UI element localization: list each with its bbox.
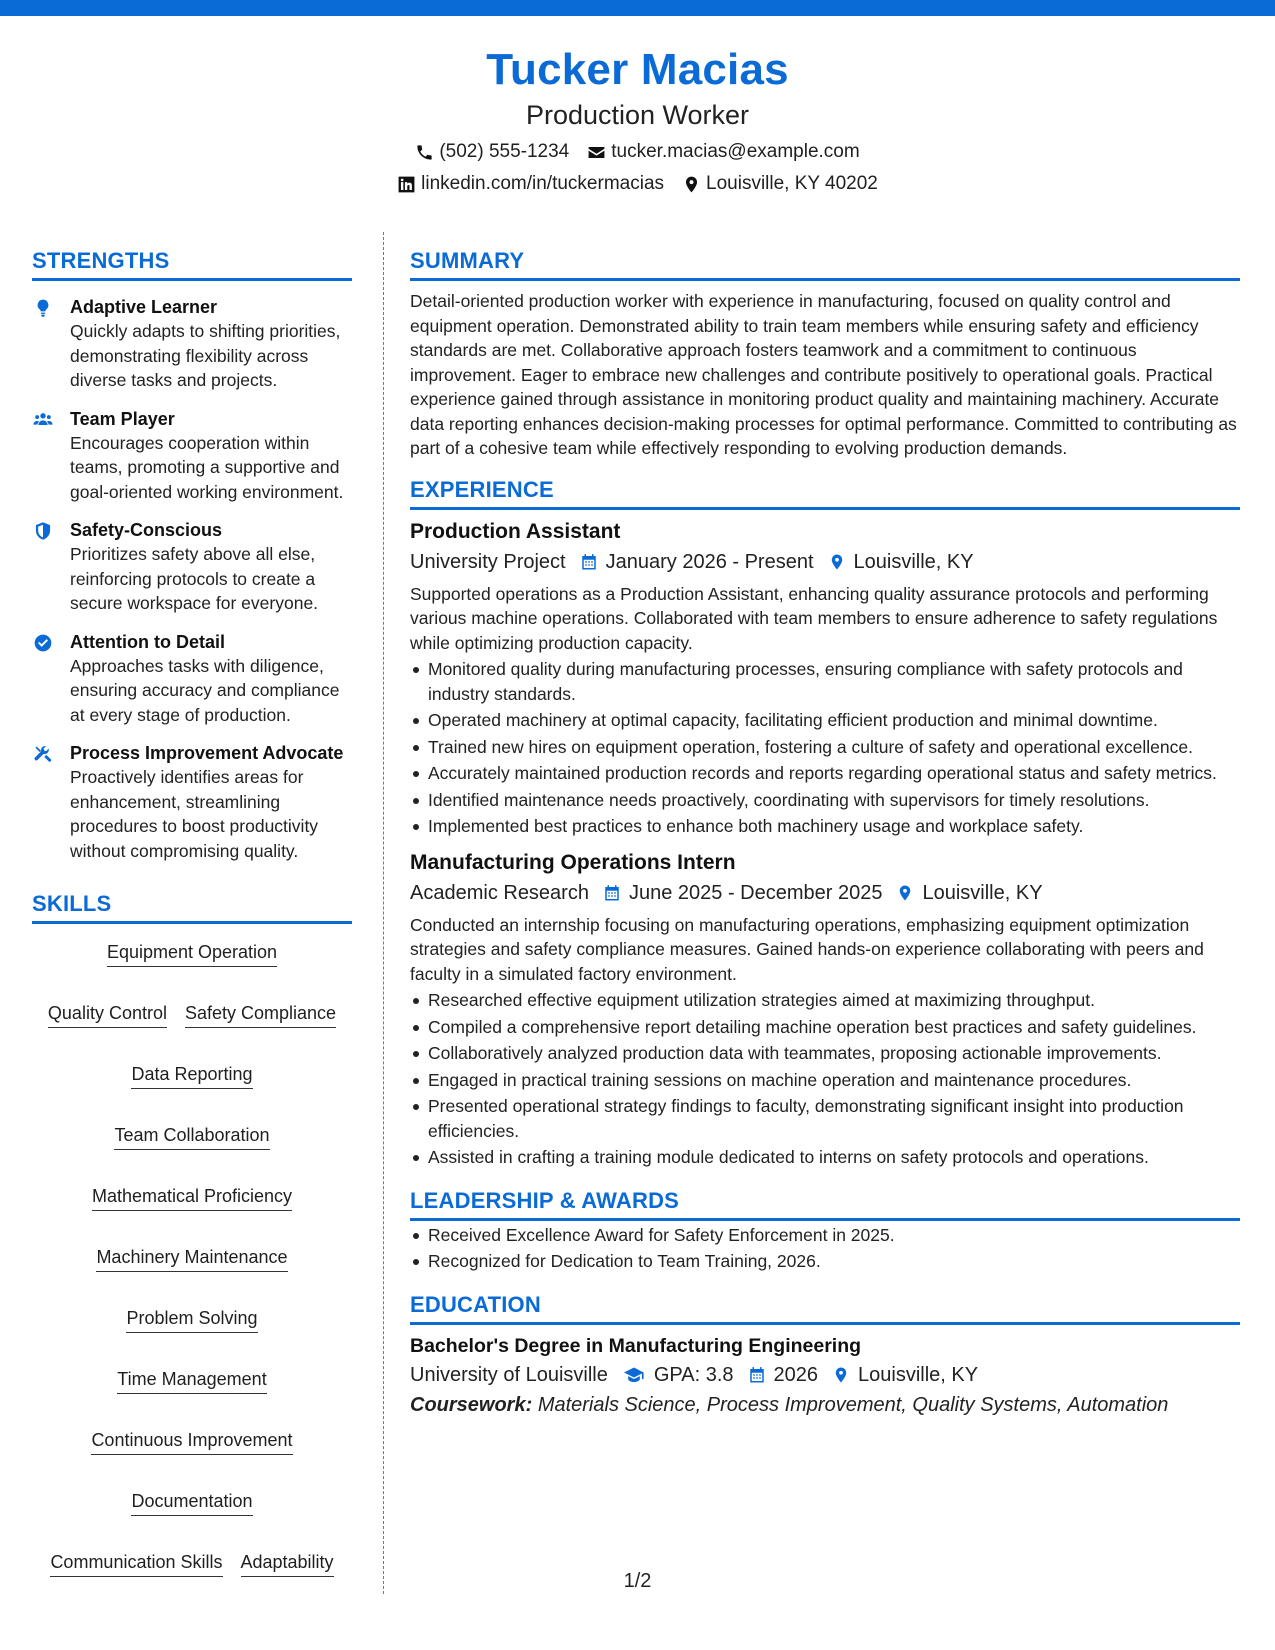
phone-text: (502) 555-1234: [439, 141, 570, 162]
calendar-icon: [603, 883, 621, 903]
strength-title: Safety-Conscious: [70, 520, 223, 540]
users-icon: [32, 410, 54, 430]
list-item: Researched effective equipment utilization strategies aimed at maximizing throughput.: [410, 988, 1240, 1013]
top-accent-bar: [0, 0, 1275, 16]
leadership-heading: LEADERSHIP & AWARDS: [410, 1186, 1240, 1221]
linkedin-icon: [397, 175, 416, 194]
strength-item: [32, 295, 352, 393]
strength-item: [32, 407, 352, 505]
map-pin-icon: [896, 883, 914, 903]
job-bullets: [410, 657, 1240, 839]
job-description: Supported operations as a Production Assistant, enhancing quality assurance protocols and performing various machine operations. Collaborated with team members to ensure adherence to safety regulations while optimizing production capacity.: [410, 583, 1218, 653]
degree-title: Bachelor's Degree in Manufacturing Engineering: [410, 1334, 862, 1357]
phone-icon: [415, 143, 434, 162]
contact-phone: [415, 140, 569, 164]
graduation-cap-icon: [622, 1365, 646, 1385]
contact-linkedin[interactable]: [397, 172, 664, 196]
strength-desc: Encourages cooperation within teams, promoting a supportive and goal-oriented working environment.: [70, 432, 344, 502]
list-item: Presented operational strategy findings to faculty, demonstrating significant insight into production efficiencies.: [410, 1094, 1240, 1143]
list-item: Identified maintenance needs proactively, coordinating with supervisors for timely resolutions.: [410, 788, 1240, 813]
resume-header: [0, 44, 1275, 196]
list-item: Recognized for Dedication to Team Training, 2026.: [410, 1249, 1240, 1274]
contact-row-2: [0, 172, 1275, 196]
coursework-list: Materials Science, Process Improvement, Quality Systems, Automation: [537, 1393, 1169, 1416]
strength-item: [32, 630, 352, 728]
job-org: Academic Research: [410, 881, 589, 904]
job-location: Louisville, KY: [922, 881, 1043, 904]
job-entry: [410, 518, 1240, 839]
graduation-year: 2026: [773, 1363, 819, 1386]
gpa-text: GPA: 3.8: [653, 1363, 734, 1386]
list-item: Compiled a comprehensive report detailing machine operation best practices and safety guidelines.: [410, 1015, 1240, 1040]
page-number: 1/2: [623, 1570, 652, 1592]
school-name: University of Louisville: [410, 1363, 608, 1386]
skill-tag: Equipment Operation: [107, 940, 277, 967]
skill-tag: Time Management: [117, 1367, 266, 1394]
contact-location: [682, 172, 878, 196]
check-circle-icon: [32, 633, 54, 653]
map-pin-icon: [682, 175, 701, 194]
left-column: [32, 246, 352, 1577]
skill-tag: Communication Skills: [50, 1550, 222, 1577]
coursework: [410, 1391, 1240, 1419]
map-pin-icon: [832, 1365, 850, 1385]
linkedin-text[interactable]: linkedin.com/in/tuckermacias: [421, 173, 665, 194]
calendar-icon: [580, 552, 598, 572]
strength-title: Adaptive Learner: [70, 297, 218, 317]
location-text: Louisville, KY 40202: [706, 173, 878, 194]
skill-tag: Team Collaboration: [114, 1123, 269, 1150]
skill-tag: Problem Solving: [126, 1306, 257, 1333]
job-title: Manufacturing Operations Intern: [410, 850, 736, 874]
strength-title: Attention to Detail: [70, 631, 225, 652]
coursework-label: Coursework:: [410, 1393, 533, 1416]
summary-text: Detail-oriented production worker with experience in manufacturing, focused on quality control and equipment operation. Demonstrated ability to train team members while ensuring safety and efficiency standards are met. Collaborative approach fosters teamwork and a commitment to continuous improvement. Eager to embrace new challenges and contribute positively to operational goals. Practical experience gained through assistance in monitoring product quality and maintaining machinery. Accurate data reporting enhances decision-making processes for optimal performance. Committed to contributing as part of a cohesive team while effectively responding to evolving production demands.: [410, 291, 1237, 458]
skills-heading: SKILLS: [32, 889, 352, 924]
column-divider: [383, 232, 384, 1594]
strength-item: [32, 741, 352, 863]
strength-desc: Quickly adapts to shifting priorities, demonstrating flexibility across diverse tasks and projects.: [70, 321, 341, 390]
skill-tag: Data Reporting: [131, 1062, 252, 1089]
leadership-list: [410, 1223, 1240, 1274]
job-org: University Project: [410, 550, 566, 573]
job-bullets: [410, 988, 1240, 1170]
right-column: [410, 246, 1240, 1419]
strengths-heading: STRENGTHS: [32, 246, 352, 281]
job-entry: [410, 849, 1240, 1170]
skill-tag: Quality Control: [48, 1001, 167, 1028]
tools-icon: [32, 744, 54, 764]
job-location: Louisville, KY: [853, 550, 974, 573]
education-heading: EDUCATION: [410, 1290, 1240, 1325]
list-item: Monitored quality during manufacturing processes, ensuring compliance with safety protocols and industry standards.: [410, 657, 1240, 706]
job-title: Production Assistant: [410, 519, 621, 543]
list-item: Operated machinery at optimal capacity, facilitating efficient production and minimal downtime.: [410, 708, 1240, 733]
skill-tag: Safety Compliance: [185, 1001, 336, 1028]
shield-icon: [32, 521, 54, 541]
summary-heading: SUMMARY: [410, 246, 1240, 281]
strength-desc: Prioritizes safety above all else, reinforcing protocols to create a secure workspace for everyone.: [70, 544, 319, 613]
envelope-icon: [587, 143, 606, 162]
map-pin-icon: [828, 552, 846, 572]
list-item: Engaged in practical training sessions on machine operation and maintenance procedures.: [410, 1068, 1240, 1093]
skill-tag: Continuous Improvement: [91, 1428, 292, 1455]
list-item: Received Excellence Award for Safety Enforcement in 2025.: [410, 1223, 1240, 1248]
strength-desc: Approaches tasks with diligence, ensuring accuracy and compliance at every stage of production.: [70, 655, 340, 725]
job-meta: [410, 548, 1240, 576]
strength-title: Process Improvement Advocate: [70, 743, 344, 763]
list-item: Assisted in crafting a training module dedicated to interns on safety protocols and operations.: [410, 1145, 1240, 1170]
list-item: Trained new hires on equipment operation, fostering a culture of safety and operational excellence.: [410, 735, 1240, 760]
skill-tag: Machinery Maintenance: [96, 1245, 287, 1272]
skill-tag: Documentation: [131, 1489, 252, 1516]
skill-tag: Mathematical Proficiency: [92, 1184, 292, 1211]
strength-item: [32, 518, 352, 616]
school-location: Louisville, KY: [858, 1363, 979, 1386]
experience-heading: EXPERIENCE: [410, 475, 1240, 510]
contact-email[interactable]: [587, 140, 859, 164]
list-item: Accurately maintained production records and reports regarding operational status and safety metrics.: [410, 761, 1240, 786]
contact-row: [0, 140, 1275, 164]
job-meta: [410, 879, 1240, 907]
skill-tag: Adaptability: [241, 1550, 334, 1577]
skills-list: [32, 940, 352, 1577]
strength-title: Team Player: [70, 408, 175, 429]
job-dates: January 2026 - Present: [605, 550, 814, 573]
candidate-title: Production Worker: [525, 100, 750, 130]
job-description: Conducted an internship focusing on manufacturing operations, emphasizing equipment optimization strategies and safety compliance measures. Gained hands-on experience collaborating with peers and faculty in a simulated factory environment.: [410, 914, 1204, 984]
strength-desc: Proactively identifies areas for enhancement, streamlining procedures to boost productivity without compromising quality.: [70, 767, 319, 861]
email-text[interactable]: tucker.macias@example.com: [611, 141, 860, 162]
education-meta: [410, 1361, 1240, 1389]
candidate-name: Tucker Macias: [486, 45, 789, 94]
job-dates: June 2025 - December 2025: [628, 881, 883, 904]
calendar-icon: [748, 1365, 766, 1385]
lightbulb-icon: [32, 298, 54, 318]
list-item: Collaboratively analyzed production data with teammates, proposing actionable improvements.: [410, 1041, 1240, 1066]
list-item: Implemented best practices to enhance both machinery usage and workplace safety.: [410, 814, 1240, 839]
